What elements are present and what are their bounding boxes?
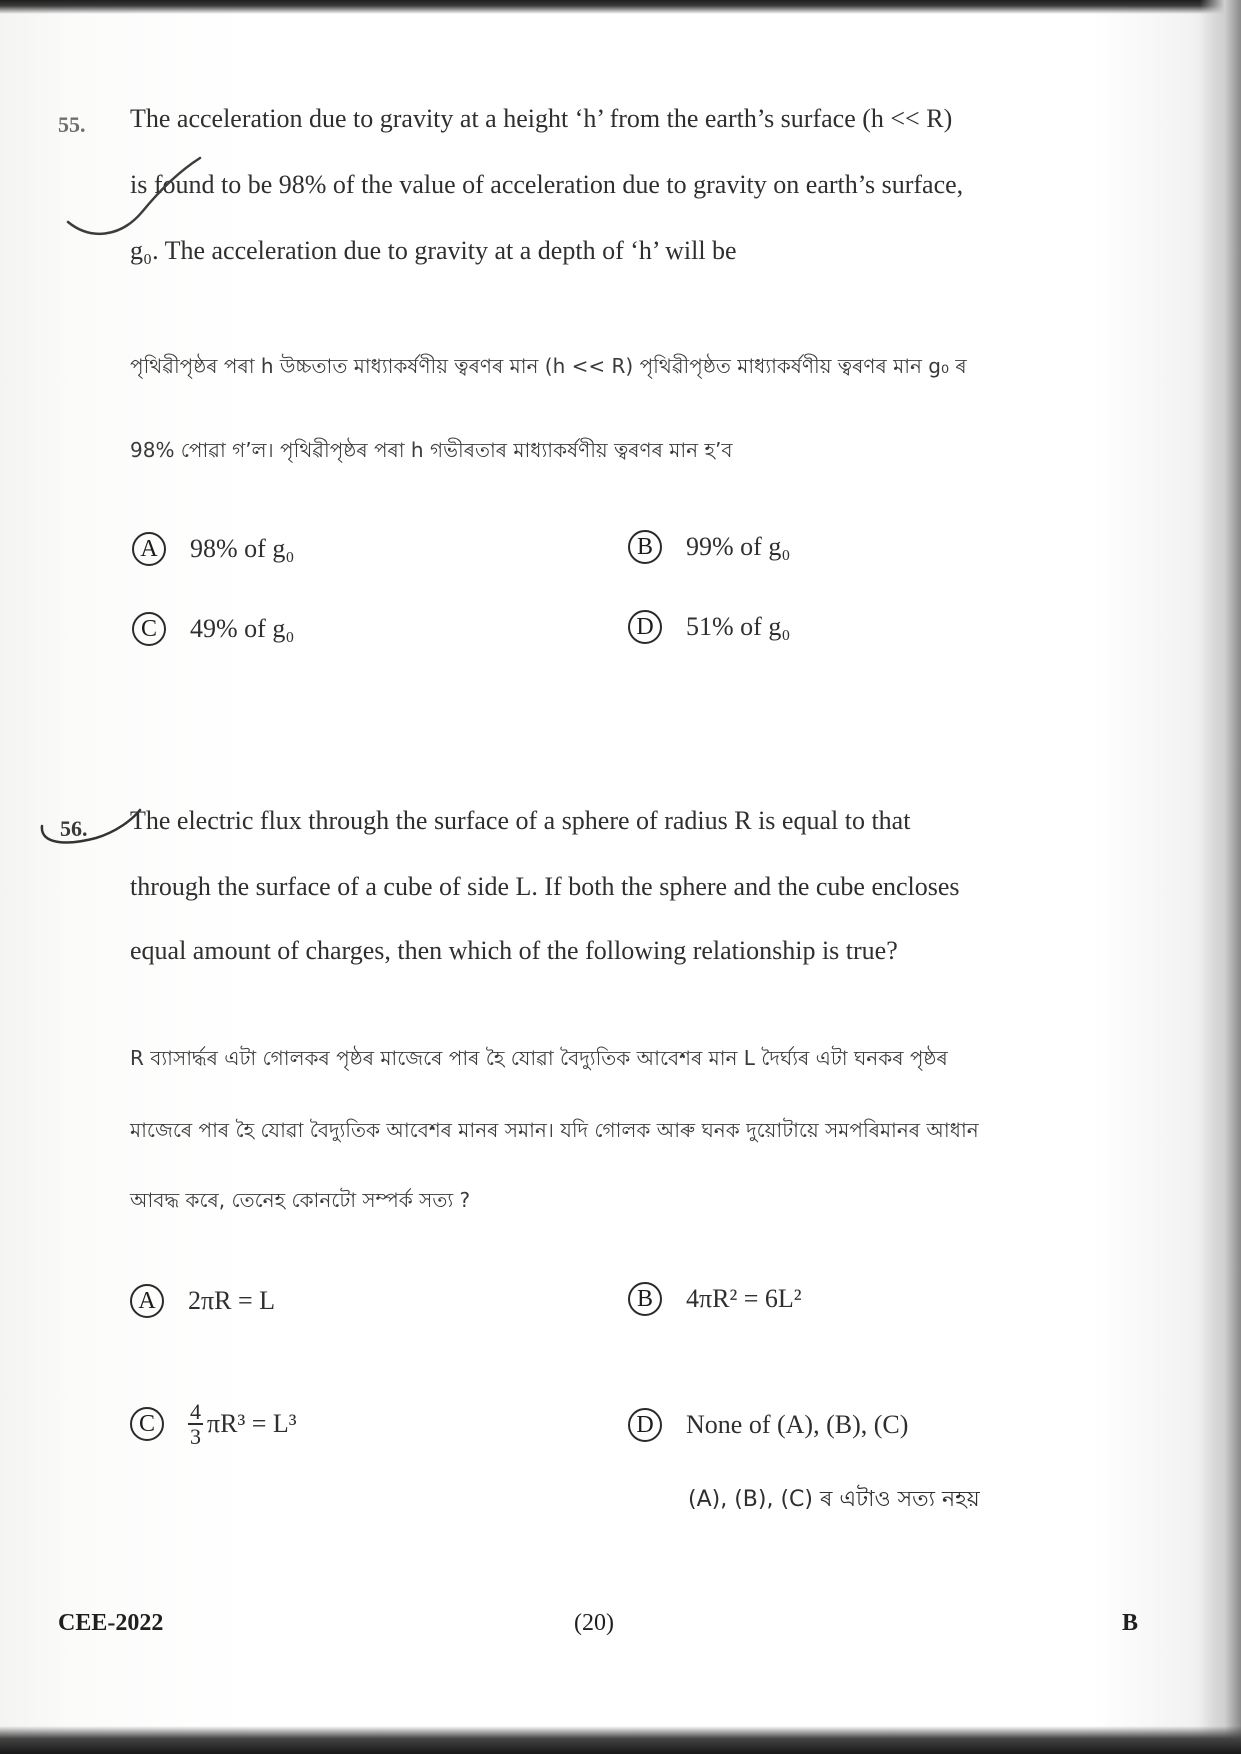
- option-a[interactable]: [130, 1284, 275, 1318]
- question-text-line: The acceleration due to gravity at a height ‘h’ from the earth’s surface (h << R): [130, 104, 953, 133]
- option-letter-badge: C: [130, 1407, 164, 1441]
- question-text-assamese-line: আবদ্ধ কৰে, তেনেহ কোনটো সম্পৰ্ক সত্য ?: [130, 1188, 471, 1212]
- question-text-assamese-line: পৃথিৱীপৃষ্ঠৰ পৰা h উচ্চতাত মাধ্যাকৰ্ষণীয় ত্বৰণৰ মান (h << R) পৃথিৱীপৃষ্ঠত মাধ্যাকৰ্ষণীয় ত্বৰণৰ মান g₀ ৰ: [130, 354, 967, 378]
- scan-top-edge: [0, 0, 1241, 14]
- option-letter-badge: B: [628, 1282, 662, 1316]
- question-text-line: The electric flux through the surface of a sphere of radius R is equal to that: [130, 806, 911, 835]
- question-text-line: g₀. The acceleration due to gravity at a depth of ‘h’ will be: [130, 236, 737, 265]
- question-number: 55.: [58, 112, 86, 137]
- footer-page-number: (20): [574, 1610, 614, 1636]
- question-text-assamese-line: 98% পোৱা গ’ল। পৃথিৱীপৃষ্ঠৰ পৰা h গভীৰতাৰ মাধ্যাকৰ্ষণীয় ত্বৰণৰ মান হ’ব: [130, 438, 733, 462]
- option-text: πR³ = L³: [207, 1409, 297, 1439]
- scan-right-edge: [1200, 0, 1241, 1754]
- option-d-subtext: (A), (B), (C) ৰ এটাও সত্য নহয়: [688, 1487, 980, 1512]
- footer-set-code: B: [1122, 1610, 1139, 1636]
- question-text-line: is found to be 98% of the value of acceleration due to gravity on earth’s surface,: [130, 170, 964, 199]
- option-letter-badge: D: [628, 610, 662, 644]
- option-text: 49% of g₀: [190, 614, 295, 643]
- question-text-assamese-line: মাজেৰে পাৰ হৈ যোৱা বৈদ্যুতিক আবেশৰ মানৰ সমান। যদি গোলক আৰু ঘনক দুয়োটায়ে সমপৰিমানৰ আধান: [130, 1118, 979, 1142]
- option-letter-badge: A: [130, 1284, 164, 1318]
- question-text-line: through the surface of a cube of side L. If both the sphere and the cube encloses: [130, 872, 960, 901]
- option-letter-badge: B: [628, 530, 662, 564]
- option-text: 4πR² = 6L²: [686, 1284, 802, 1313]
- option-letter-badge: A: [132, 532, 166, 566]
- option-text: 51% of g₀: [686, 612, 791, 641]
- question-number: 56.: [60, 816, 88, 841]
- option-d[interactable]: [628, 610, 790, 644]
- footer-exam-code: CEE-2022: [58, 1610, 164, 1636]
- scan-bottom-edge: [0, 1726, 1241, 1754]
- fraction: [188, 1400, 203, 1448]
- option-letter-badge: C: [132, 612, 166, 646]
- option-b[interactable]: [628, 1282, 802, 1316]
- option-c[interactable]: [130, 1400, 297, 1448]
- option-a[interactable]: [132, 532, 294, 566]
- option-text: 2πR = L: [188, 1286, 276, 1315]
- option-b[interactable]: [628, 530, 790, 564]
- fraction-denominator: 3: [190, 1424, 201, 1450]
- option-text: 98% of g₀: [190, 534, 295, 563]
- question-text-assamese-line: R ব্যাসাৰ্দ্ধৰ এটা গোলকৰ পৃষ্ঠৰ মাজেৰে পাৰ হৈ যোৱা বৈদ্যুতিক আবেশৰ মান L দৈৰ্ঘ্যৰ এটা ঘনকৰ পৃষ্ঠৰ: [130, 1046, 948, 1070]
- option-letter-badge: D: [628, 1408, 662, 1442]
- option-c[interactable]: [132, 612, 294, 646]
- option-text: None of (A), (B), (C): [686, 1410, 909, 1439]
- question-text-line: equal amount of charges, then which of the following relationship is true?: [130, 936, 898, 965]
- option-text: 99% of g₀: [686, 532, 791, 561]
- fraction-numerator: 4: [190, 1399, 201, 1424]
- option-d[interactable]: [628, 1408, 908, 1442]
